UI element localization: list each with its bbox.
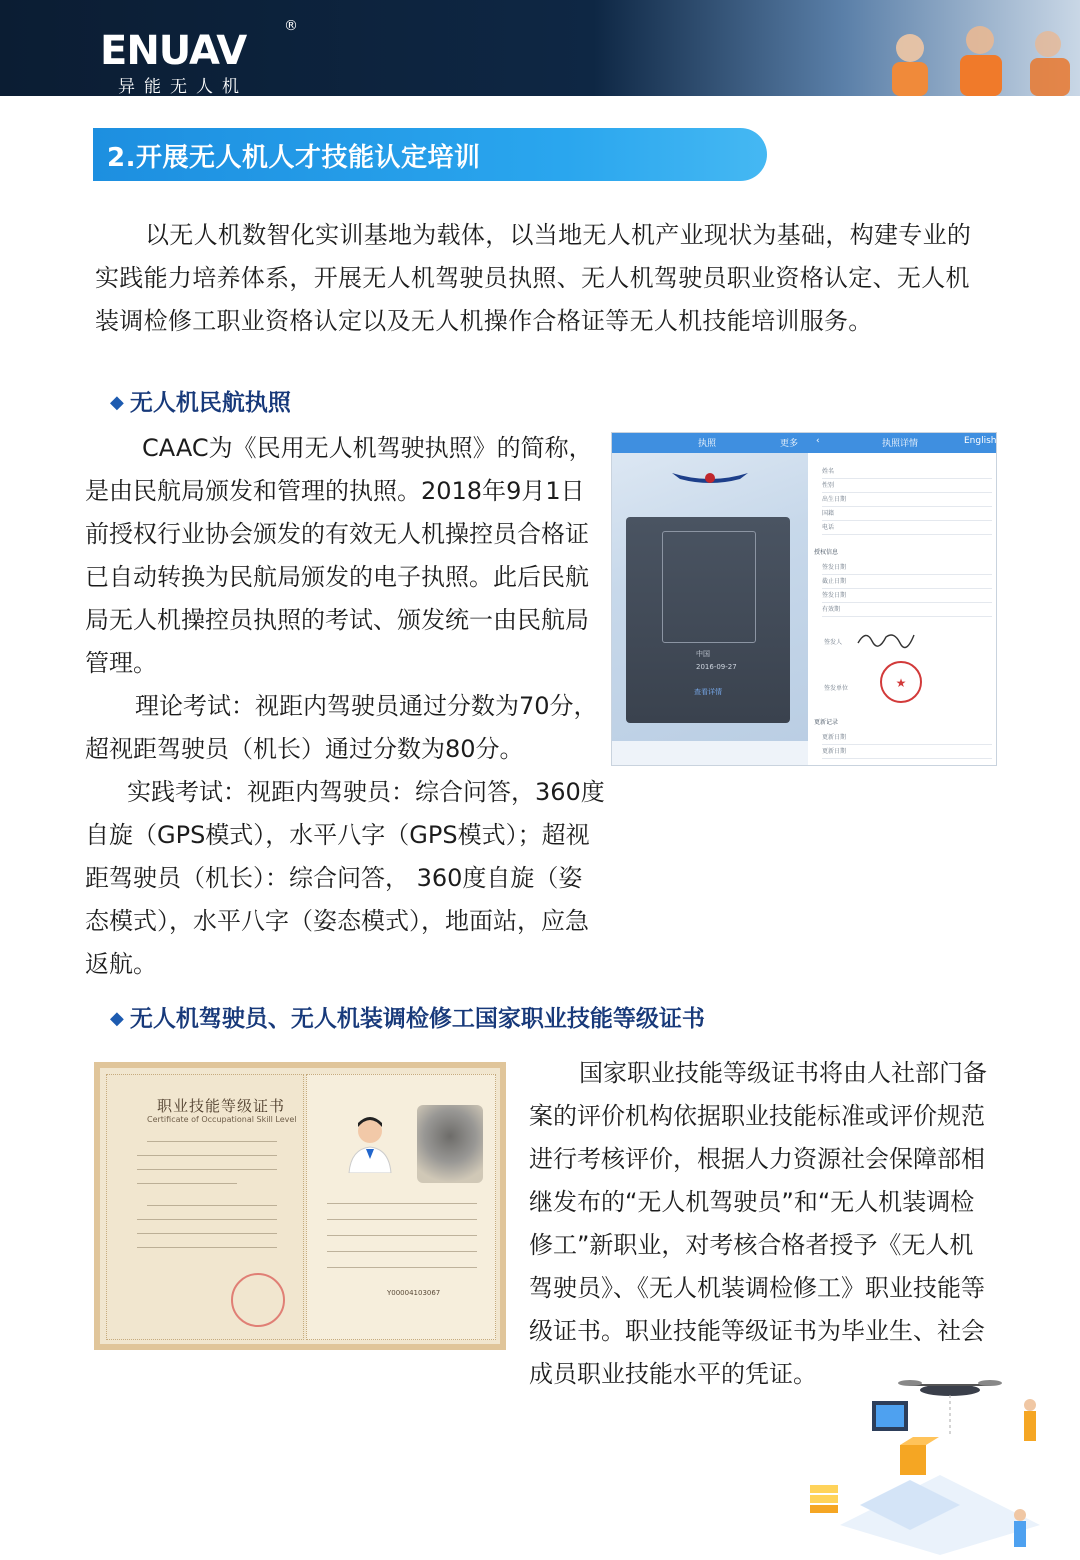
caac-description bbox=[85, 427, 605, 986]
red-seal-icon bbox=[878, 659, 924, 705]
auth-section-label: 授权信息 bbox=[814, 549, 839, 556]
registered-mark: ® bbox=[284, 18, 298, 34]
auth-row-1: 签发日期 bbox=[822, 564, 847, 571]
diamond-bullet-icon: ◆ bbox=[110, 1008, 124, 1029]
certificate-title: 职业技能等级证书 bbox=[157, 1097, 286, 1115]
license-tab-left[interactable]: 执照 bbox=[698, 439, 717, 449]
license-top-bar bbox=[612, 433, 996, 453]
section-title-banner bbox=[93, 128, 767, 181]
caac-paragraph-3: 实践考试：视距内驾驶员：综合问答，360度自旋（GPS模式），水平八字（GPS模式）；超视距驾驶员（机长）：综合问答， 360度自旋（姿态模式），水平八字（姿态模式），地面站，应急返航。 bbox=[85, 778, 605, 978]
certificate-description bbox=[529, 1052, 991, 1396]
auth-row-2: 截止日期 bbox=[822, 578, 847, 585]
license-view-detail[interactable]: 查看详情 bbox=[694, 688, 722, 696]
certificate-image bbox=[94, 1062, 506, 1350]
license-photo-frame bbox=[662, 531, 756, 643]
header-photo bbox=[800, 0, 1080, 96]
caac-heading bbox=[110, 384, 291, 417]
license-card bbox=[626, 517, 790, 723]
license-nation: 中国 bbox=[696, 650, 710, 658]
seal-label: 签发单位 bbox=[824, 685, 849, 692]
certificate-right-page bbox=[306, 1074, 496, 1340]
license-app-screenshot bbox=[611, 432, 997, 766]
license-detail-panel bbox=[808, 453, 996, 765]
caac-paragraph-1: CAAC为《民用无人机驾驶执照》的简称，是由民航局颁发和管理的执照。2018年9月1日前授权行业协会颁发的有效无人机操控员合格证已自动转换为民航局颁发的电子执照。此后民航局无人机操控员执照的考试、颁发统一由民航局管理。 bbox=[85, 434, 593, 677]
license-tab-more[interactable]: 更多 bbox=[780, 439, 799, 449]
certificate-heading-text: 无人机驾驶员、无人机装调检修工国家职业技能等级证书 bbox=[129, 1006, 705, 1032]
signer-label: 签发人 bbox=[824, 639, 843, 646]
person-avatar-icon bbox=[345, 1113, 395, 1173]
certificate-subtitle: Certificate of Occupational Skill Level bbox=[147, 1115, 297, 1124]
intro-paragraph: 以无人机数智化实训基地为载体，以当地无人机产业现状为基础，构建专业的实践能力培养体系，开展无人机驾驶员执照、无人机驾驶员职业资格认定、无人机装调检修工职业资格认定以及无人机操作合格证等无人机技能培训服务。 bbox=[95, 221, 972, 335]
caac-paragraph-2: 理论考试：视距内驾驶员通过分数为70分，超视距驾驶员（机长）通过分数为80分。 bbox=[85, 692, 598, 763]
license-bottom-nav bbox=[612, 741, 808, 765]
license-tab-english[interactable]: English bbox=[964, 436, 997, 446]
brand-logo bbox=[100, 30, 280, 72]
auth-row-3: 签发日期 bbox=[822, 592, 847, 599]
drone-illustration bbox=[800, 1375, 1070, 1555]
signature-icon bbox=[856, 625, 916, 651]
certificate-seal-icon bbox=[231, 1273, 285, 1327]
blurred-photo bbox=[417, 1105, 483, 1183]
certificate-left-page bbox=[106, 1074, 304, 1340]
detail-row-phone: 电话 bbox=[822, 524, 835, 531]
certificate-number: Y00004103067 bbox=[387, 1289, 441, 1297]
detail-row-nation: 国籍 bbox=[822, 510, 835, 517]
caac-wings-icon bbox=[670, 465, 750, 491]
brand-subtitle: 异能无人机 bbox=[118, 77, 248, 96]
section-title: 2.开展无人机人才技能认定培训 bbox=[107, 143, 481, 173]
license-date: 2016-09-27 bbox=[696, 663, 737, 671]
certificate-heading bbox=[110, 1000, 705, 1033]
update-row-1: 更新日期 bbox=[822, 734, 847, 741]
brand-logo-text: ENUAV bbox=[100, 30, 247, 72]
update-row-2: 更新日期 bbox=[822, 748, 847, 755]
svg-text:★: ★ bbox=[895, 676, 907, 690]
back-chevron-icon[interactable]: ‹ bbox=[816, 436, 820, 446]
caac-heading-text: 无人机民航执照 bbox=[129, 390, 291, 416]
update-section-label: 更新记录 bbox=[814, 719, 839, 726]
diamond-bullet-icon: ◆ bbox=[110, 392, 124, 413]
certificate-paragraph: 国家职业技能等级证书将由人社部门备案的评价机构依据职业技能标准或评价规范进行考核评价，根据人力资源社会保障部相继发布的“无人机驾驶员”和“无人机装调检修工”新职业，对考核合格者授予《无人机驾驶员》、《无人机装调检修工》职业技能等级证书。职业技能等级证书为毕业生、社会成员职业技能水平的凭证。 bbox=[529, 1059, 987, 1388]
page-header bbox=[0, 0, 1080, 96]
detail-row-birth: 出生日期 bbox=[822, 496, 847, 503]
license-left-panel bbox=[612, 433, 808, 765]
license-tab-detail: 执照详情 bbox=[882, 439, 919, 449]
detail-row-gender: 性别 bbox=[822, 482, 835, 489]
auth-row-4: 有效期 bbox=[822, 606, 841, 613]
detail-row-name: 姓名 bbox=[822, 468, 835, 475]
